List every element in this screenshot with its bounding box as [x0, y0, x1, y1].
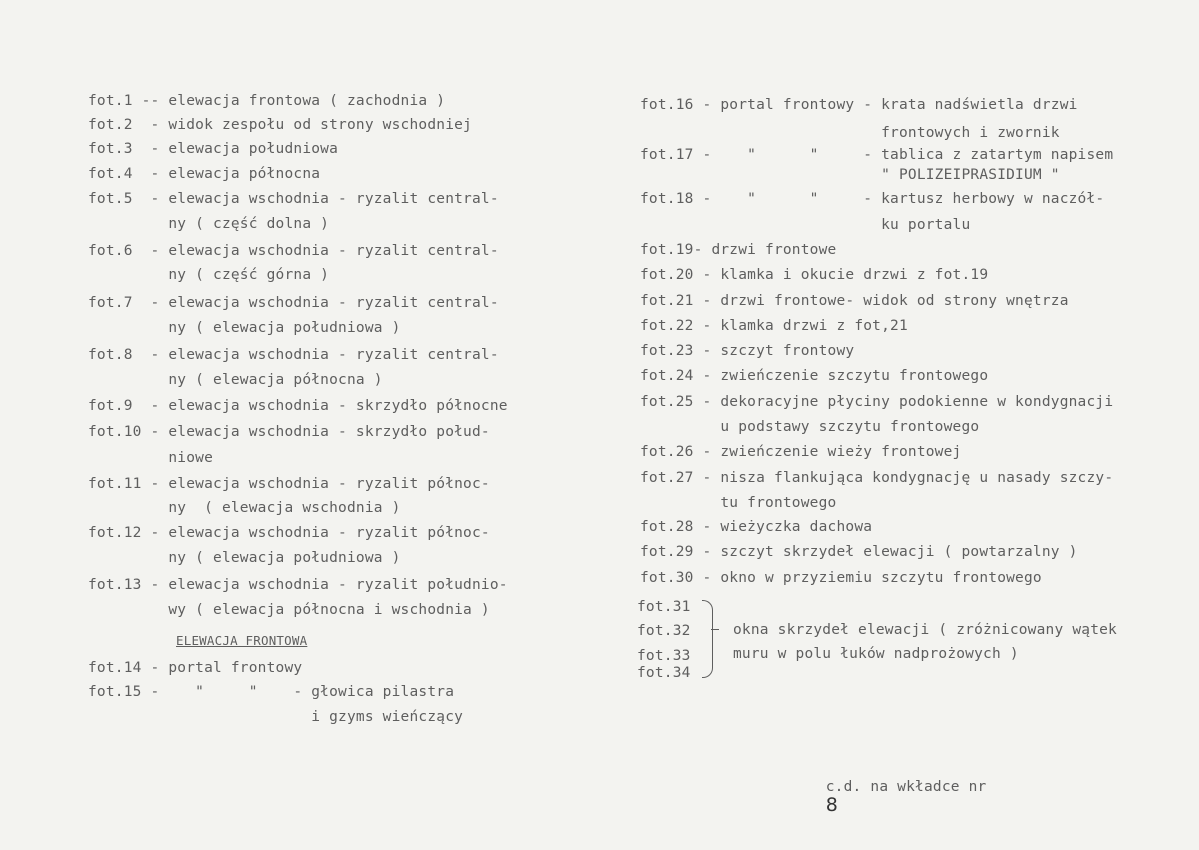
- list-line: fot.27 - nisza flankująca kondygnację u nasady szczy-: [640, 470, 1114, 486]
- list-line: fot.30 - okno w przyziemiu szczytu frontowego: [640, 570, 1042, 586]
- footer-note: [790, 760, 986, 834]
- list-line: fot.28 - wieżyczka dachowa: [640, 519, 873, 535]
- list-line: fot.6 - elewacja wschodnia - ryzalit central-: [88, 243, 499, 259]
- list-line: fot.7 - elewacja wschodnia - ryzalit central-: [88, 295, 499, 311]
- list-line: u podstawy szczytu frontowego: [640, 419, 980, 435]
- list-line: ny ( elewacja południowa ): [88, 550, 401, 566]
- list-line: frontowych i zwornik: [640, 125, 1060, 141]
- group-label: fot.31: [637, 599, 691, 615]
- list-line: ny ( część górna ): [88, 267, 330, 283]
- list-line: fot.4 - elewacja północna: [88, 166, 321, 182]
- footer-text: c.d. na wkładce nr: [825, 779, 987, 795]
- list-line: fot.19- drzwi frontowe: [640, 242, 837, 258]
- list-line: fot.15 - " " - głowica pilastra: [88, 684, 455, 700]
- list-line: niowe: [88, 450, 214, 466]
- list-line: ny ( elewacja północna ): [88, 372, 383, 388]
- list-line: ku portalu: [640, 217, 971, 233]
- group-label: fot.33: [637, 648, 691, 664]
- list-line: ny ( elewacja południowa ): [88, 320, 401, 336]
- list-line: i gzyms wieńczący: [88, 709, 464, 725]
- group-text: okna skrzydeł elewacji ( zróżnicowany wątek: [733, 622, 1117, 638]
- list-line: fot.23 - szczyt frontowy: [640, 343, 855, 359]
- list-line: ny ( elewacja wschodnia ): [88, 500, 401, 516]
- list-line: fot.3 - elewacja południowa: [88, 141, 339, 157]
- list-line: fot.10 - elewacja wschodnia - skrzydło połud-: [88, 424, 490, 440]
- list-line: fot.5 - elewacja wschodnia - ryzalit central-: [88, 191, 499, 207]
- list-line: fot.21 - drzwi frontowe- widok od strony wnętrza: [640, 293, 1069, 309]
- list-line: fot.18 - " " - kartusz herbowy w naczół-: [640, 191, 1105, 207]
- list-line: fot.20 - klamka i okucie drzwi z fot.19: [640, 267, 989, 283]
- brace-tip: [711, 629, 719, 630]
- list-line: ny ( część dolna ): [88, 216, 330, 232]
- list-line: tu frontowego: [640, 495, 837, 511]
- list-line: fot.11 - elewacja wschodnia - ryzalit północ-: [88, 476, 490, 492]
- curly-brace: [702, 600, 713, 678]
- list-line: fot.9 - elewacja wschodnia - skrzydło północne: [88, 398, 508, 414]
- list-line: fot.25 - dekoracyjne płyciny podokienne w kondygnacji: [640, 394, 1114, 410]
- footer-number: 8: [825, 794, 839, 816]
- list-line: fot.17 - " " - tablica z zatartym napisem: [640, 147, 1114, 163]
- list-line: wy ( elewacja północna i wschodnia ): [88, 602, 490, 618]
- list-line: fot.2 - widok zespołu od strony wschodniej: [88, 117, 472, 133]
- group-text: muru w polu łuków nadprożowych ): [733, 646, 1019, 662]
- list-line: fot.14 - portal frontowy: [88, 660, 303, 676]
- list-line: fot.22 - klamka drzwi z fot,21: [640, 318, 908, 334]
- group-label: fot.32: [637, 623, 691, 639]
- list-line: fot.8 - elewacja wschodnia - ryzalit central-: [88, 347, 499, 363]
- section-heading: ELEWACJA FRONTOWA: [176, 633, 308, 648]
- list-line: fot.16 - portal frontowy - krata nadświetla drzwi: [640, 97, 1078, 113]
- list-line: fot.29 - szczyt skrzydeł elewacji ( powtarzalny ): [640, 544, 1078, 560]
- group-label: fot.34: [637, 665, 691, 681]
- list-line: fot.1 -- elewacja frontowa ( zachodnia ): [88, 93, 446, 109]
- list-line: fot.24 - zwieńczenie szczytu frontowego: [640, 368, 989, 384]
- list-line: fot.26 - zwieńczenie wieży frontowej: [640, 444, 962, 460]
- list-line: " POLIZEIPRASIDIUM ": [640, 167, 1060, 183]
- list-line: fot.13 - elewacja wschodnia - ryzalit południo-: [88, 577, 508, 593]
- list-line: fot.12 - elewacja wschodnia - ryzalit północ-: [88, 525, 490, 541]
